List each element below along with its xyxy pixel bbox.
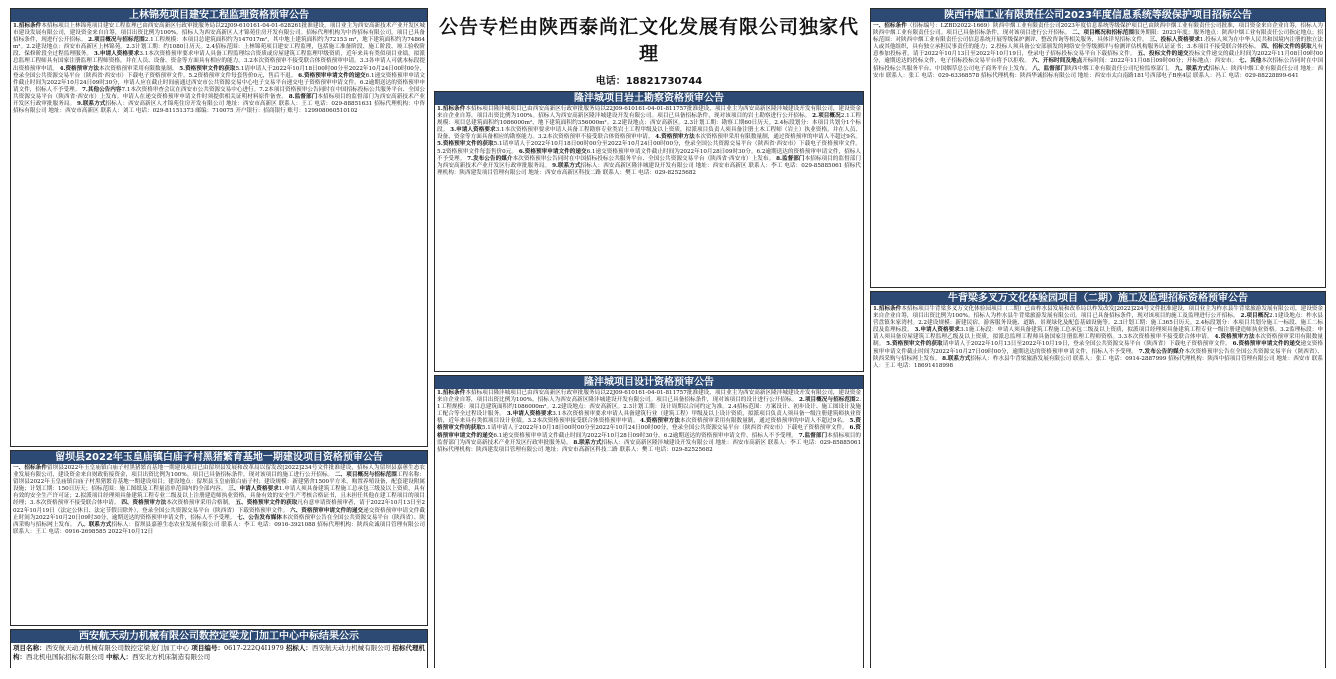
- section-heading: 8.监督部门: [776, 155, 805, 162]
- section-heading: 九、联系方式: [1174, 65, 1209, 72]
- agency-banner: [434, 8, 864, 91]
- field-value: 西安航天动力机械有限公司: [311, 644, 391, 652]
- field-value: 西安航天动力机械有限公司数控定梁龙门加工中心: [45, 644, 190, 652]
- section-text: 7.1本次资格审查会议在西安市公共资源交易中心进行。7.2本项目资格预审公告同时在中国招标投标公共服务平台、全国公共资源交易平台（陕西省·西安市）上发布。申请人在递交资格预审申请文件时须提供相关证明材料原件备查。: [13, 86, 426, 100]
- section-heading: 二、项目概况与招标范围: [334, 472, 397, 479]
- section-text: （招标编号：LZBD2022-1669）陕西中烟工业有限责任公司2023年度信息系统等级保护项目已由陕西中烟工业有限责任公司批准，项目资金来自企业自筹，招标人为陕西中烟工业有限责任公司。项目已具备招标条件，现对该项目进行公开招标。: [873, 23, 1323, 37]
- section-heading: 三、申请人资格要求: [228, 486, 279, 493]
- notice-body: [11, 22, 427, 445]
- middle-column: [434, 8, 864, 668]
- section-heading: 三、投标人资格要求: [1149, 37, 1200, 44]
- section-heading: 一、招标条件: [873, 23, 907, 29]
- section-heading: 6.资格预审申请文件的递交: [437, 425, 862, 439]
- banner-title: 公告专栏由陕西泰尚汇文化发展有限公司独家代理: [438, 16, 859, 65]
- section-heading: 4.资格预审方法: [1214, 334, 1255, 341]
- section-text: 本次资格预审采用有限数量制。: [99, 65, 178, 72]
- section-heading: 五、投标文件的递交: [1137, 51, 1189, 58]
- section-heading: 5.资格预审文件的获取: [179, 65, 236, 72]
- section-text: 本次资格预审公告在全国公共资源交易平台（陕西省）、陕西采购与招标网上发布。: [873, 348, 1324, 362]
- section-heading: 3.申请人资格要求: [93, 51, 140, 58]
- section-text: 本招标项目上林锦苑项目建安工程监理已由西安高新区行政审批服务局以22J09-610161-04-01-628261批准建设，项目业主为西安高新技术产业开发区城市建设发展有限公司，建设资金来自自筹，项目出资比例为100%。招标人为西安高新区人才锦苑住房开发有限公司。招标代理机构为中咨招标有限公司。项目已具备招标条件，现进行公开招标。: [13, 23, 425, 44]
- section-text: 本招标项目牛背梁多叉万文化体验园项目（二期）已由柞水县发展和改革局以柞发改发[2022]224号文件批准建设，项目业主为柞水县牛背梁旅游发展有限公司，建设资金来自企业自筹，项目出资比例为100%。招标人为柞水县牛背梁旅游发展有限公司。项目已具备招标条件，现对该项目的施工及监理进行公开招标。: [873, 306, 1323, 320]
- section-text: 招标人：陕西中烟工业有限责任公司 地址：西安市 联系人：张工 电话：029-63368578 招标代理机构：陕西华诚招标有限公司 地址：西安市太白南路181号西部电子B座4层 联系人：冯工 电话：029-88228899-641: [873, 65, 1323, 79]
- section-text: 招标人：西安高新区隆沣城建设开发有限公司 地址：西安市高新区 联系人：李工 电话：029-85885061 招标代理机构：陕西建发项目管理有限公司 地址：西安市高新区科技二路 联系人：樊工 电话：029-82525682: [437, 439, 862, 453]
- section-heading: 1.招标条件: [437, 106, 466, 112]
- notice-title: 隆沣城项目设计资格预审公告: [435, 376, 863, 389]
- section-text: 本招标项目隆沣城项目已由西安高新区行政审批服务局以22J09-610161-04-01-811757批准建设，项目业主为西安高新区隆沣城建设开发有限公司，建设资金来自企业自筹，项目出资比例为100%。招标人为西安高新区隆沣城建设开发有限公司。项目已具备招标条件，现对该项目的设计进行公开招标。: [437, 390, 861, 404]
- notice-body: [435, 389, 863, 668]
- section-text: 递交资格预审申请文件截止时间为2022年10月20日09时30分，逾期送达的资格预审申请文件，招标人不予受理。: [13, 507, 425, 521]
- section-heading: 4.资格预审方法: [655, 134, 695, 141]
- banner-phone: 电话：18821730744: [595, 76, 703, 87]
- section-text: 本次资格预审采用合格制。: [166, 500, 234, 507]
- field-label: 项目编号：: [191, 644, 225, 652]
- section-text: 本次资格预审采用有限数量制，通过资格预审的申请人不超过9名。: [694, 134, 861, 141]
- notice-body: [11, 464, 427, 624]
- section-heading: 六、开标时间及地点: [1031, 58, 1083, 65]
- section-text: 本次招标公告同时在中国招标投标公共服务平台、中国烟草总公司电子商务平台上发布。: [873, 58, 1323, 72]
- notice-body: [871, 305, 1325, 667]
- section-heading: 8.联系方式: [942, 355, 971, 362]
- left-column: [10, 8, 428, 668]
- section-heading: 八、监督部门: [1032, 65, 1067, 72]
- section-heading: 7.发布公告的媒介: [1138, 348, 1185, 355]
- section-heading: 五、资格预审文件的获取: [235, 500, 298, 507]
- section-heading: 1.招标条件: [873, 306, 902, 312]
- field-label: 项目名称：: [13, 644, 46, 652]
- section-heading: 1.招标条件: [437, 390, 466, 396]
- section-text: 招标人：留坝县嘉蕙生态农业发展有限公司 联系人：李工 电话：0916-3921088 招标代理机构：陕西众诚项目管理有限公司 联系人：王工 电话：0916-2698585: [13, 521, 425, 535]
- section-heading: 7.其他公告内容: [82, 86, 122, 93]
- field-value: 西北机电国际招标有限公司: [26, 652, 104, 661]
- section-heading: 2.项目概况与招标范围: [799, 397, 856, 404]
- section-heading: 一、招标条件: [13, 465, 48, 471]
- notice-title: 陕西中烟工业有限责任公司2023年度信息系统等级保护项目招标公告: [871, 9, 1325, 22]
- notice-title: 留坝县2022年玉皇庙镇白庙子村黑猪繁育基地一期建设项目资格预审公告: [11, 451, 427, 464]
- notice-body: [871, 22, 1325, 286]
- section-text: 凡有意参加投标者，请于2022年10月13日至2022年10月19日，登录电子招标投标交易平台下载招标文件。: [873, 44, 1323, 58]
- section-text: 本次资格预审采用有限数量制。: [873, 334, 1323, 348]
- notice-body: [435, 105, 863, 370]
- section-text: 投标文件递交的截止时间为2022年11月08日09时00分，逾期送达的投标文件，电子招标投标交易平台将予以拒收。: [873, 51, 1323, 65]
- section-heading: 4.资格预审方法: [640, 418, 680, 425]
- section-text: 凡有意申请资格预审者，请于2022年10月13日至2022年10月19日（法定公休日、法定节假日除外），登录全国公共资源交易平台（陕西省）下载资格预审文件。: [13, 500, 425, 514]
- section-text: 2.1工程规模：本项目总建筑面积约为147017m²，其中地上建筑面积约为72153 m²，地下建筑面积约为74864 m²。2.2建设地点：西安市高新区上林锦苑。2.3计划工期：约1080日历天。2.4招标范围：上林锦苑项目建安工程监理，包括施工准备阶段、施工阶段、竣工验收阶段、保修阶段全过程监理服务。: [13, 37, 425, 58]
- section-text: 本次资格预审公告同时在中国招标投标公共服务平台、全国公共资源交易平台（陕西省·西安市）上发布。: [512, 155, 775, 162]
- field-label: 招标代理机构：: [13, 644, 426, 661]
- notice-niubeiliang-culture-park: [870, 291, 1326, 668]
- section-heading: 六、资格预审申请文件的递交: [290, 507, 364, 514]
- section-text: 6.1递交资格预审申请文件截止时间为2022年10月24日09时30分，申请人应在截止时间前通过西安市公共资源交易中心电子交易平台递交电子资格预审申请文件。6.2逾期送达的资格预审申请文件，招标人不予受理。: [13, 72, 426, 93]
- section-text: 请申请人于2022年10月13日至2022年10月19日，登录全国公共资源交易平台（陕西省）下载电子资格预审文件。: [942, 341, 1231, 348]
- section-heading: 8.联系方式: [573, 439, 602, 446]
- section-heading: 2.项目概况: [1240, 313, 1269, 320]
- section-text: 招标人：柞水县牛背梁旅游发展有限公司 联系人：张工 电话：0914-2887999 招标代理机构：陕西中招项目管理有限公司 地址：西安市 联系人：王工 电话：18691418998: [873, 355, 1323, 369]
- section-heading: 2.项目概况与招标范围: [88, 37, 145, 44]
- notice-title: 牛背梁多叉万文化体验园项目（二期）施工及监理招标资格预审公告: [871, 292, 1325, 305]
- section-heading: 9.联系方式: [552, 162, 581, 169]
- section-text: 本次资格预审公告在全国公共资源交易平台（陕西省）、陕西采购与招标网上发布。: [13, 514, 425, 528]
- notice-title: 上林锦苑项目建安工程监理资格预审公告: [11, 9, 427, 22]
- section-heading: 七、其他: [1238, 58, 1262, 65]
- section-heading: 2.项目概况: [812, 113, 841, 120]
- section-heading: 6.资格预审申请文件的递交: [518, 148, 587, 155]
- notice-longfengcheng-survey: [434, 91, 864, 372]
- section-heading: 6.资格预审申请文件的递交: [298, 72, 366, 79]
- section-text: 6.1递交资格预审申请文件截止时间为2022年10月28日09时30分。6.2逾期送达的资格预审申请文件，招标人不予受理。: [493, 432, 797, 439]
- section-text: 2.1建设地点：柞水县营盘镇朱家湾村。2.2建设规模：新建民宿、游客服务设施、道路、景观绿化及配套基础设施等。2.3计划工期：施工365日历天。2.4标段划分：本项目共划分施工一标段、施工二标段及监理标段。: [873, 313, 1323, 334]
- section-heading: 5.资格预审文件的获取: [437, 418, 861, 432]
- section-heading: 7.发布公告的媒介: [467, 155, 513, 162]
- section-text: 开标时间：2022年11月08日09时00分；开标地点：西安市。: [1082, 58, 1238, 65]
- notice-aerospace-award: [10, 629, 428, 668]
- section-text: 2.1工程规模：项目总建筑面积约1086000m²，地下建筑面积约356000m²。2.2建设地点：西安高新区。2.3计划工期：勘察工期60日历天。2.4标段划分：本项目共划分1个标段。: [437, 113, 862, 134]
- section-text: 5.1请申请人于2022年10月18日00时00分至2022年10月24日00时00分，登录全国公共资源交易平台（陕西省·西安市）下载电子资格预审文件。5.2资格预审文件每套售价0元。: [437, 141, 861, 155]
- section-text: 5.1请申请人于2022年10月18日00时00分至2022年10月24日00时00分，登录全国公共资源交易平台（陕西省·西安市）下载电子资格预审文件。: [481, 425, 848, 432]
- section-text: 招标人：西安高新区隆沣城建设开发有限公司 地址：西安市高新区 联系人：李工 电话：029-85885061 招标代理机构：陕西建发项目管理有限公司 地址：西安市高新区科技二路 联系人：樊工 电话：029-82525682: [437, 162, 862, 176]
- section-heading: 1.招标条件: [13, 23, 42, 29]
- section-text: 2.1工程规模：项目总建筑面积约1086000m²。2.2建设地点：西安高新区。2.3计划工期：设计周期以合同约定为准。2.4招标范围：方案设计、初步设计、施工图设计及施工配合等全过程设计服务。: [437, 397, 862, 418]
- section-text: 本招标项目的监督部门为西安高新技术产业开发区行政审批服务局。: [437, 432, 861, 446]
- section-text: 3.1施工标段：申请人须具备建筑工程施工总承包二级及以上资质，拟派项目经理须具备建筑工程专业一级注册建造师执业资格。3.2监理标段：申请人须具备房屋建筑工程监理乙级及以上资质，拟派总监理工程师具备国家注册监理工程师资格。3.3本次资格预审不接受联合体申请。: [873, 327, 1323, 341]
- notice-body: [11, 643, 427, 668]
- section-text: 3.1本次资格预审要求申请人具备工程勘察专业类岩土工程甲级及以上资质，拟派项目负责人须具备注册土木工程师（岩土）执业资格，并在人员、设备、资金等方面具备相应的勘察能力。3.2本次资格预审不接受联合体资格预审申请。: [437, 127, 861, 141]
- section-heading: 二、项目概况和招标范围: [1072, 30, 1135, 37]
- section-heading: 八、联系方式: [77, 521, 112, 528]
- section-heading: 8.监督部门: [288, 93, 318, 100]
- notice-longfengcheng-design: [434, 375, 864, 668]
- section-heading: 3.申请人资格要求: [914, 327, 960, 334]
- field-value: 0617-222Q4I1979: [224, 644, 284, 652]
- section-text: 3.1本次资格预审要求申请人具备工程监理综合资质或房屋建筑工程监理甲级资质，近年来具有类似项目业绩，拟派总监理工程师具有国家注册监理工程师资格，并在人员、设备、资金等方面具有相应的能力。3.2本次资格预审不接受联合体资格预审申请。3.3各申请人可就本标段提出资格预审申请。: [13, 51, 425, 72]
- section-text: 陕西中烟工业有限责任公司纪检监察部门。: [1066, 65, 1174, 72]
- section-heading: 5.资格预审文件的获取: [886, 341, 943, 348]
- field-label: 招标人：: [285, 644, 312, 652]
- notice-date: 2022年10月12日: [107, 528, 154, 535]
- section-heading: 四、资格预审方法: [121, 500, 167, 507]
- section-heading: 四、招标文件的获取: [1261, 44, 1312, 51]
- section-text: 招标人：西安高新区人才锦苑住房开发有限公司 地址：西安市高新区 联系人：王工 电话：029-88851631 招标代理机构：中咨招标有限公司 地址：西安市高新区 联系人：刘工 电话：029-81151373 邮编：710075 开户银行：招商银行 账号：129908060510102: [13, 101, 425, 115]
- section-text: 留坝县2022年玉皇庙镇白庙子村黑猪繁育基地一期建设项目已由留坝县发展和改革局以留发改[2022]234号文件批准建设，招标人为留坝县嘉蕙生态农业发展有限公司，建设资金来自财政衔接资金，项目出资比例为100%。项目已具备招标条件，现对该项目的施工进行公开招标。: [13, 465, 425, 479]
- section-text: 5.1请申请人于2022年10月18日00时00分至2022年10月24日00时00分，登录全国公共资源交易平台（陕西省·西安市）下载电子资格预审文件。5.2资格预审文件每套售价0元，售后不退。: [13, 65, 426, 79]
- notice-liuba-pig-farm: [10, 450, 428, 626]
- section-text: 本次资格预审采用有限数量制，通过资格预审的申请人不超过9名。: [679, 418, 848, 425]
- right-column: [870, 8, 1326, 668]
- notice-title: 西安航天动力机械有限公司数控定梁龙门加工中心中标结果公示: [11, 630, 427, 643]
- section-text: 3.1本次资格预审要求申请人具备建筑行业（建筑工程）甲级及以上设计资质，拟派项目负责人须具备一级注册建筑师执业资格，近年来具有类似项目设计业绩。3.2本次资格预审接受联合体资格预审申请。: [437, 411, 861, 425]
- section-text: 1.投标人须为在中华人民共和国境内注册的独立法人或其他组织，具有独立承担民事责任的能力；2.投标人须具备公安部颁发的网络安全等级测评与检测评估机构服务认证证书；3.本项目不接受联合体投标。: [873, 37, 1323, 51]
- section-heading: 9.联系方式: [77, 101, 106, 108]
- notice-shaanxi-tobacco: [870, 8, 1326, 288]
- section-heading: 3.申请人资格要求: [506, 411, 553, 418]
- section-text: 本招标项目隆沣城项目已由西安高新区行政审批服务局以22J09-610161-04-01-811757批准建设，项目业主为西安高新区隆沣城建设开发有限公司，建设资金来自企业自筹，项目出资比例为100%。招标人为西安高新区隆沣城建设开发有限公司。项目已具备招标条件，现对该项目的岩土勘察进行公开招标。: [437, 106, 861, 120]
- section-heading: 4.资格预审方法: [59, 65, 100, 72]
- section-heading: 7.监督部门: [798, 432, 828, 439]
- section-text: 递交资格预审申请文件截止时间为2022年10月27日09时00分，逾期送达的资格预审申请文件，招标人不予受理。: [873, 341, 1323, 355]
- field-label: 中标人：: [106, 652, 133, 661]
- section-text: 6.1递交资格预审申请文件截止时间为2022年10月28日09时30分。6.2逾期送达的资格预审申请文件，招标人不予受理。: [437, 148, 861, 162]
- section-text: 服务期限：2023年度；服务地点：陕西中烟工业有限责任公司指定地点；招标范围：对陕西中烟工业有限责任公司信息系统开展等级保护测评、整改咨询等相关服务，具体详见招标文件。: [873, 30, 1323, 44]
- section-heading: 3.申请人资格要求: [450, 127, 496, 134]
- notice-title: 隆沣城项目岩土勘察资格预审公告: [435, 92, 863, 105]
- section-heading: 5.资格预审文件的获取: [437, 141, 494, 148]
- notice-shanglin-supervision: [10, 8, 428, 447]
- section-text: 本招标项目的监督部门为西安高新技术产业开发区行政审批服务局。: [13, 93, 425, 108]
- section-text: 本招标项目的监督部门为西安高新技术产业开发区行政审批服务局。: [437, 155, 861, 169]
- section-text: 1.申请人须具备建筑工程施工总承包三级及以上资质，具有有效的安全生产许可证；2.拟派项目经理须具备建筑工程专业二级及以上注册建造师执业资格，具备有效的安全生产考核合格证书，且未担任其他在建工程项目的项目经理；3.本次资格预审不接受联合体申请。: [13, 486, 425, 507]
- field-value: 西安北方机床制造有限公司: [132, 652, 211, 661]
- section-text: 工程名称：留坝县2022年玉皇庙镇白庙子村黑猪繁育基地一期建设项目；建设地点：留坝县玉皇庙镇白庙子村；建设规模：新建猪舍1500平方米，购置养殖设备，配套建设附属设施；计划工期：150日历天；招标范围：施工图纸及工程量清单范围内的全部内容。: [13, 472, 425, 493]
- section-heading: 6.资格预审申请文件的递交: [1232, 341, 1301, 348]
- section-heading: 七、公告发布媒体: [237, 514, 282, 521]
